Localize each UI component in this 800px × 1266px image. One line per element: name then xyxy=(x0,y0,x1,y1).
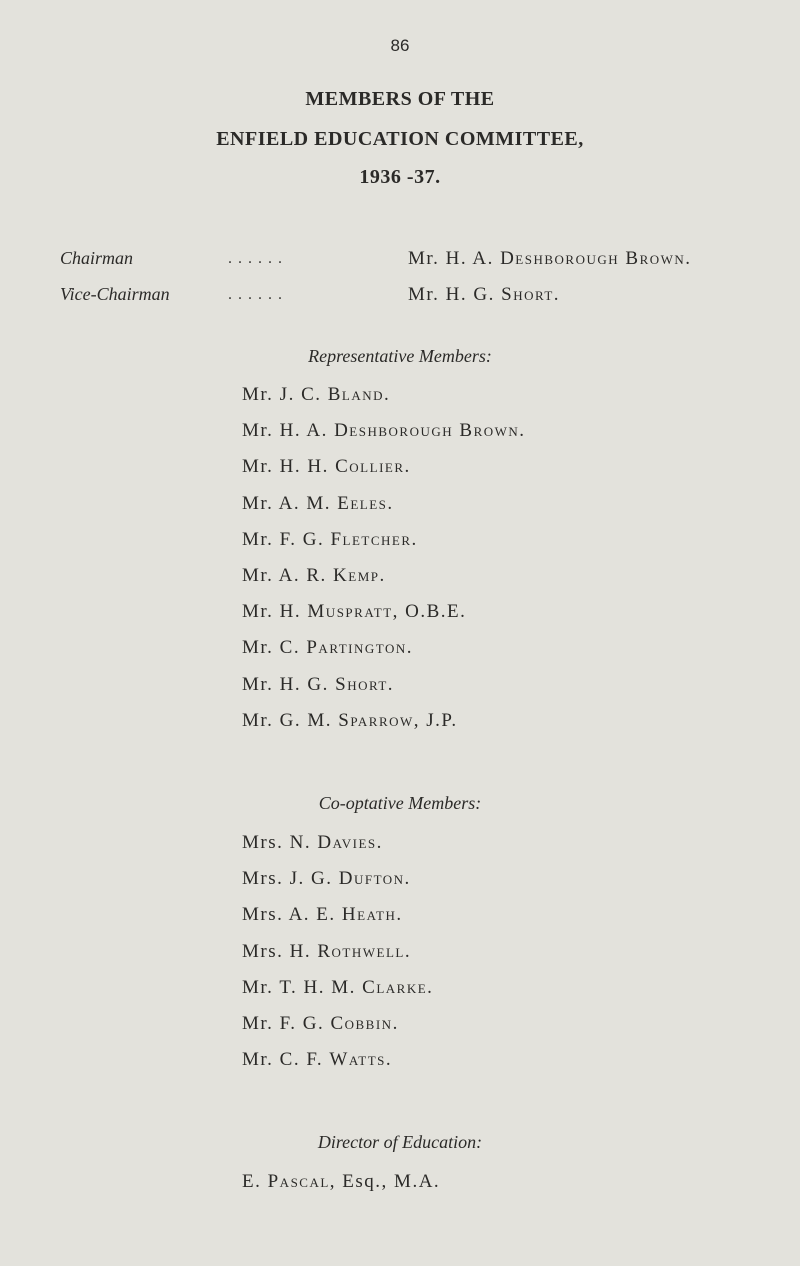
vice-chairman-leader-dots: . . . . . . xyxy=(228,286,283,303)
cooptative-members-heading: Co-optative Members: xyxy=(318,793,482,813)
list-item: Mrs. N. Davies. xyxy=(242,832,383,853)
list-item: Mrs. J. G. Dufton. xyxy=(242,868,411,889)
list-item: Mr. T. H. M. Clarke. xyxy=(242,977,434,998)
title-year: 1936 -37. xyxy=(359,166,441,188)
vice-chairman-label: Vice-Chairman xyxy=(60,284,170,304)
list-item: Mr. F. G. Cobbin. xyxy=(242,1013,399,1034)
list-item: Mrs. H. Rothwell. xyxy=(242,941,412,962)
list-item: Mr. C. F. Watts. xyxy=(242,1049,393,1070)
chairman-label: Chairman xyxy=(60,248,134,268)
representative-members-heading: Representative Members: xyxy=(308,346,492,366)
list-item: Mr. H. G. Short. xyxy=(242,674,395,695)
title-line-1: MEMBERS OF THE xyxy=(305,88,495,110)
list-item: Mr. A. R. Kemp. xyxy=(242,565,386,586)
list-item: Mr. H. Muspratt, O.B.E. xyxy=(242,601,467,622)
list-item: Mr. C. Partington. xyxy=(242,637,413,658)
director-name: E. Pascal, Esq., M.A. xyxy=(242,1171,441,1192)
list-item: Mr. H. H. Collier. xyxy=(242,456,411,477)
list-item: Mr. J. C. Bland. xyxy=(242,384,391,405)
chairman-leader-dots: . . . . . . xyxy=(228,250,283,267)
vice-chairman-row xyxy=(60,284,780,308)
title-line-2: ENFIELD EDUCATION COMMITTEE, xyxy=(216,128,584,150)
page-number: 86 xyxy=(390,36,410,55)
vice-chairman-name: Mr. H. G. Short. xyxy=(408,284,561,305)
director-heading: Director of Education: xyxy=(317,1132,483,1152)
list-item: Mr. A. M. Eeles. xyxy=(242,493,394,514)
list-item: Mrs. A. E. Heath. xyxy=(242,904,403,925)
chairman-name: Mr. H. A. Deshborough Brown. xyxy=(408,248,692,269)
list-item: Mr. G. M. Sparrow, J.P. xyxy=(242,710,458,731)
list-item: Mr. F. G. Fletcher. xyxy=(242,529,418,550)
chairman-row xyxy=(60,248,780,272)
list-item: Mr. H. A. Deshborough Brown. xyxy=(242,420,526,441)
